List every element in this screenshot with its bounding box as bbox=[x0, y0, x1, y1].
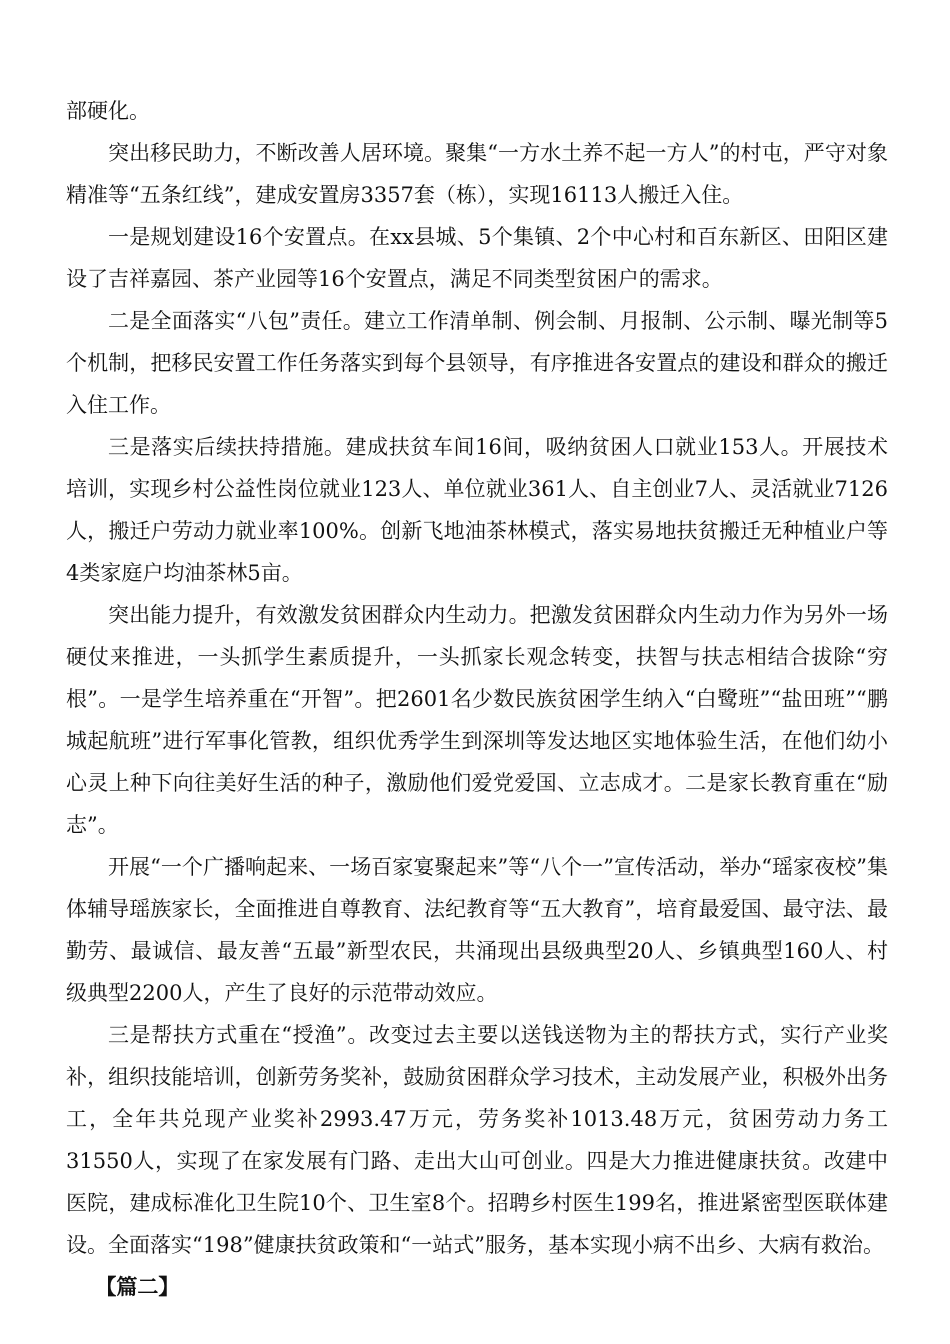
paragraph-continuation: 部硬化。 bbox=[66, 99, 150, 123]
section-heading: 【篇二】 bbox=[95, 1274, 180, 1299]
paragraph-eight-responsibilities: 二是全面落实“八包”责任。建立工作清单制、例会制、月报制、公示制、曝光制等5个机制，把移民安置工作任务落实到每个县领导，有序推进各安置点的建设和群众的搬迁入住工作。 bbox=[66, 309, 888, 417]
paragraph-publicity-activities: 开展“一个广播响起来、一场百家宴聚起来”等“八个一”宣传活动，举办“瑶家夜校”集体辅导瑶族家长，全面推进自尊教育、法纪教育等“五大教育”，培育最爱国、最守法、最勤劳、最诚信、最友善“五最”新型农民，共涌现出县级典型20人、乡镇典型160人、村级典型2200人，产生了良好的示范带动效应。 bbox=[66, 855, 888, 1005]
document-body bbox=[66, 90, 888, 1308]
paragraph-capability-improvement: 突出能力提升，有效激发贫困群众内生动力。把激发贫困群众内生动力作为另外一场硬仗来推进，一头抓学生素质提升，一头抓家长观念转变，扶智与扶志相结合拔除“穷根”。一是学生培养重在“开智”。把2601名少数民族贫困学生纳入“白鹭班”“盐田班”“鹏城起航班”进行军事化管教，组织优秀学生到深圳等发达地区实地体验生活，在他们幼小心灵上种下向往美好生活的种子，激励他们爱党爱国、立志成才。二是家长教育重在“励志”。 bbox=[66, 603, 888, 837]
paragraph-follow-up-support: 三是落实后续扶持措施。建成扶贫车间16间，吸纳贫困人口就业153人。开展技术培训，实现乡村公益性岗位就业123人、单位就业361人、自主创业7人、灵活就业7126人，搬迁户劳动力就业率100%。创新飞地油茶林模式，落实易地扶贫搬迁无种植业户等4类家庭户均油茶林5亩。 bbox=[66, 435, 888, 585]
paragraph-assistance-methods: 三是帮扶方式重在“授渔”。改变过去主要以送钱送物为主的帮扶方式，实行产业奖补，组织技能培训，创新劳务奖补，鼓励贫困群众学习技术，主动发展产业，积极外出务工，全年共兑现产业奖补2993.47万元，劳务奖补1013.48万元，贫困劳动力务工31550人，实现了在家发展有门路、走出大山可创业。四是大力推进健康扶贫。改建中医院，建成标准化卫生院10个、卫生室8个。招聘乡村医生199名，推进紧密型医联体建设。全面落实“198”健康扶贫政策和“一站式”服务，基本实现小病不出乡、大病有救治。 bbox=[66, 1023, 888, 1257]
paragraph-relocation-intro: 突出移民助力，不断改善人居环境。聚集“一方水土养不起一方人”的村屯，严守对象精准等“五条红线”，建成安置房3357套（栋），实现16113人搬迁入住。 bbox=[66, 141, 888, 207]
paragraph-resettlement-sites: 一是规划建设16个安置点。在xx县城、5个集镇、2个中心村和百东新区、田阳区建设了吉祥嘉园、茶产业园等16个安置点，满足不同类型贫困户的需求。 bbox=[66, 225, 888, 291]
